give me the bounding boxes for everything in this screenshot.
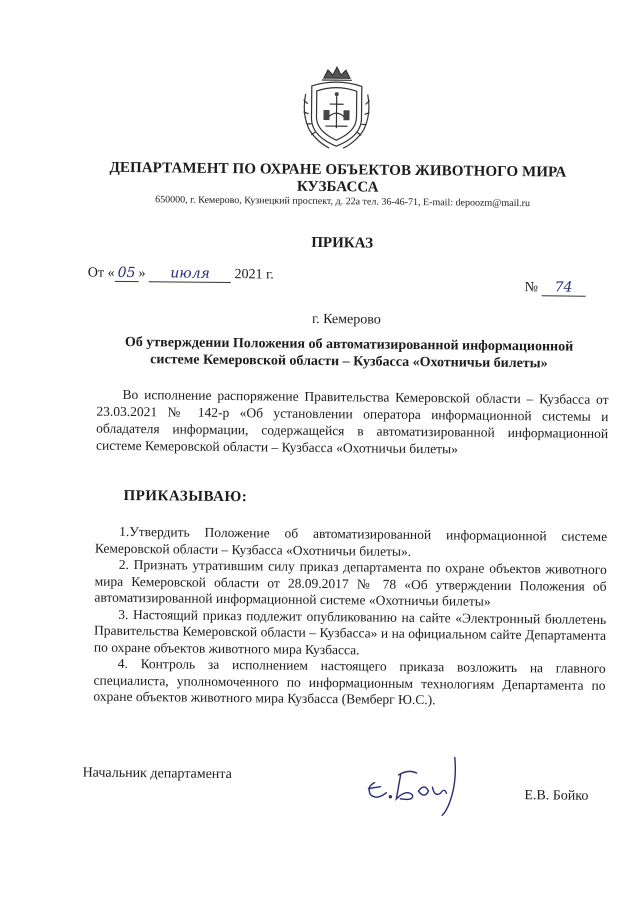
- signer-name: Е.В. Бойко: [524, 788, 589, 804]
- date-month: июля: [149, 266, 231, 283]
- order-city: г. Кемерово: [311, 311, 381, 328]
- date-day: 05: [114, 266, 138, 282]
- order-item-3: 3. Настоящий приказ подлежит опубликованию на сайте «Электронный бюллетень Правительства Кемеровской области – Кузбасса» и на официальном сайте Департамента по охране объектов животного мира Кузбасса.: [93, 606, 607, 657]
- date-suffix: 2021 г.: [230, 267, 274, 283]
- kuzbass-coat-of-arms-icon: [299, 64, 374, 151]
- order-title: ПРИКАЗ: [311, 234, 374, 252]
- decree-heading: ПРИКАЗЫВАЮ:: [123, 487, 248, 506]
- date-mid: »: [138, 266, 150, 282]
- order-subject: [105, 334, 593, 373]
- handwritten-signature: [360, 752, 521, 818]
- subject-line2: системе Кемеровской области – Кузбасса «Охотничьи билеты»: [150, 352, 548, 372]
- intro-paragraph: Во исполнение распоряжение Правительства Кемеровской области – Кузбасса от 23.03.2021 № 142-р «Об установлении оператора информационной системы и обладателя информации, содержащейся в автоматизированной информационной системе Кемеровской области – Кузбасса «Охотничьи билеты»: [95, 386, 609, 457]
- department-title: [103, 160, 573, 199]
- order-item-1: 1.Утвердить Положение об автоматизированной информационной системе Кемеровской области – Кузбасса «Охотничьи билеты».: [94, 523, 608, 559]
- order-number: [525, 280, 586, 297]
- number-label: №: [524, 280, 539, 296]
- subject-line1: Об утверждении Положения об автоматизированной информационной: [124, 334, 574, 355]
- order-item-2: 2. Признать утратившим силу приказ департамента по охране объектов животного мира Кемеровской области от 28.09.2017 № 78 «Об утверждении Положения об автоматизированной информационной системе «Охотничьи билеты»: [94, 556, 607, 609]
- order-item-4: 4. Контроль за исполнением настоящего приказа возложить на главного специалиста, уполномоченного по информационным технологиям Департамента по охране объектов животного мира Кузбасса (Вемберг Ю.С.).: [93, 655, 606, 708]
- signer-position: Начальник департамента: [82, 765, 232, 783]
- department-title-line1: ДЕПАРТАМЕНТ ПО ОХРАНЕ ОБЪЕКТОВ ЖИВОТНОГО МИРА: [109, 159, 567, 181]
- department-address: 650000, г. Кемерово, Кузнецкий проспект, д. 22а тел. 36-46-71, E-mail: depoozm@mail.ru: [155, 194, 531, 210]
- department-title-line2: КУЗБАССА: [296, 178, 379, 196]
- number-value: 74: [541, 280, 585, 296]
- order-date: [88, 266, 274, 284]
- date-prefix: От «: [87, 265, 115, 281]
- order-items: [93, 524, 607, 711]
